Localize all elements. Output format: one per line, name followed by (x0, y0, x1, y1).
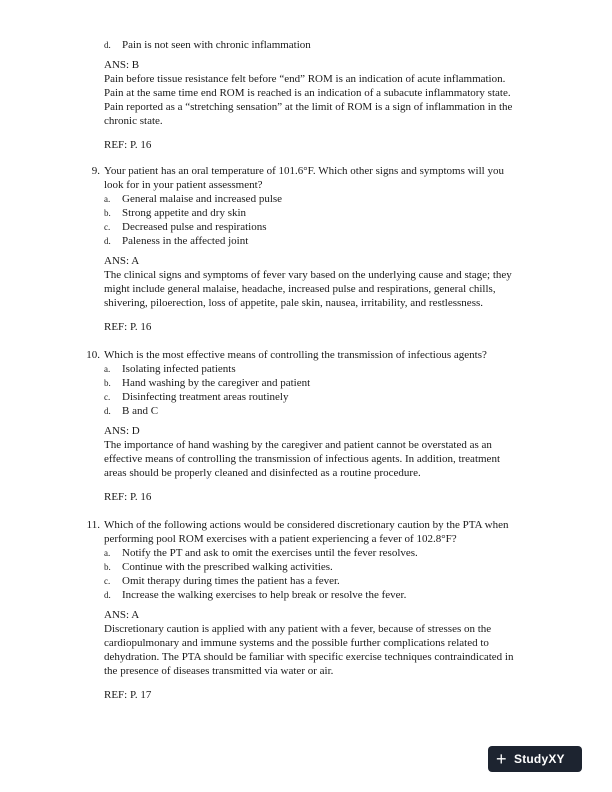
option-text: Hand washing by the caregiver and patient (122, 377, 311, 389)
question-number: 9. (91, 165, 100, 177)
option-8d (104, 38, 311, 52)
option-text: Increase the walking exercises to help break or resolve the fever. (122, 589, 407, 601)
option-text: Disinfecting treatment areas routinely (122, 391, 289, 403)
option-9c (104, 220, 266, 234)
option-letter: a. (104, 548, 111, 558)
rationale-line: shivering, piloerection, loss of appetite, pale skin, nausea, irritability, and restlessness. (104, 297, 484, 309)
rationale-line: Pain reported as a “stretching sensation” at the limit of ROM is a sign of inflammation in the (104, 101, 513, 113)
question-text-line: Your patient has an oral temperature of 101.6°F. Which other signs and symptoms will you (104, 165, 504, 177)
brand-name: StudyXY (514, 752, 565, 766)
option-10c (104, 390, 288, 404)
option-text: Decreased pulse and respirations (122, 221, 267, 233)
reference: REF: P. 16 (104, 139, 152, 151)
rationale-line: chronic state. (104, 115, 163, 127)
option-11d (104, 588, 406, 602)
option-9a (104, 192, 282, 206)
question-number: 10. (86, 349, 100, 361)
rationale-line: cardiopulmonary and immune systems and the possible further complications related to (104, 637, 489, 649)
rationale (104, 72, 564, 128)
option-letter: c. (104, 392, 111, 402)
option-9d (104, 234, 248, 248)
option-letter: c. (104, 222, 111, 232)
option-text: General malaise and increased pulse (122, 193, 283, 205)
studyxy-badge[interactable] (488, 746, 582, 772)
option-text: Strong appetite and dry skin (122, 207, 247, 219)
option-letter: d. (104, 590, 111, 600)
option-11b (104, 560, 333, 574)
answer-8 (104, 58, 564, 128)
plus-icon: + (496, 749, 507, 769)
rationale-line: dehydration. The PTA should be familiar with specific exercise techniques contraindicated in (104, 651, 514, 663)
answer-10 (104, 424, 564, 480)
option-text: Paleness in the affected joint (122, 235, 249, 247)
option-letter: c. (104, 576, 111, 586)
option-letter: a. (104, 364, 111, 374)
rationale-line: might include general malaise, headache, increased pulse and respirations, general chills, (104, 283, 496, 295)
option-text: B and C (122, 405, 159, 417)
option-letter: d. (104, 406, 111, 416)
reference: REF: P. 16 (104, 491, 152, 503)
option-letter: d. (104, 40, 111, 50)
rationale (104, 268, 564, 310)
answer-label: ANS: A (104, 609, 140, 621)
option-10b (104, 376, 310, 390)
rationale-line: the presence of diseases transmitted via water or air. (104, 665, 334, 677)
rationale-line: areas should be properly cleaned and disinfected as a routine procedure. (104, 467, 421, 479)
reference: REF: P. 17 (104, 689, 152, 701)
rationale-line: The importance of hand washing by the caregiver and patient cannot be overstated as an (104, 439, 492, 451)
answer-label: ANS: A (104, 255, 140, 267)
rationale (104, 438, 564, 480)
option-10d (104, 404, 158, 418)
option-text: Omit therapy during times the patient has a fever. (122, 575, 340, 587)
rationale-line: The clinical signs and symptoms of fever vary based on the underlying cause and stage; they (104, 269, 512, 281)
rationale-line: effective means of controlling the transmission of infectious agents. In addition, treatment (104, 453, 500, 465)
option-letter: d. (104, 236, 111, 246)
answer-9 (104, 254, 564, 310)
question-text-line: performing pool ROM exercises with a patient experiencing a fever of 102.8°F? (104, 533, 457, 545)
option-11a (104, 546, 418, 560)
answer-label: ANS: D (104, 425, 140, 437)
option-letter: b. (104, 562, 111, 572)
option-text: Isolating infected patients (122, 363, 236, 375)
option-9b (104, 206, 246, 220)
answer-label: ANS: B (104, 59, 140, 71)
option-letter: b. (104, 378, 111, 388)
option-text: Notify the PT and ask to omit the exercises until the fever resolves. (122, 547, 418, 559)
question-text-line: look for in your patient assessment? (104, 179, 263, 191)
option-text: Pain is not seen with chronic inflammation (122, 39, 311, 51)
question-text-line: Which is the most effective means of controlling the transmission of infectious agents? (104, 349, 487, 361)
rationale-line: Pain before tissue resistance felt before “end” ROM is an indication of acute inflammation. (104, 73, 506, 85)
answer-11 (104, 608, 564, 678)
option-10a (104, 362, 236, 376)
question-text-line: Which of the following actions would be considered discretionary caution by the PTA when (104, 519, 509, 531)
reference: REF: P. 16 (104, 321, 152, 333)
option-letter: b. (104, 208, 111, 218)
option-letter: a. (104, 194, 111, 204)
option-11c (104, 574, 340, 588)
rationale-line: Discretionary caution is applied with any patient with a fever, because of stresses on the (104, 623, 492, 635)
question-number: 11. (86, 519, 100, 531)
rationale-line: Pain at the same time end ROM is reached is an indication of a subacute inflammatory state. (104, 87, 511, 99)
rationale (104, 622, 564, 678)
option-text: Continue with the prescribed walking activities. (122, 561, 333, 573)
